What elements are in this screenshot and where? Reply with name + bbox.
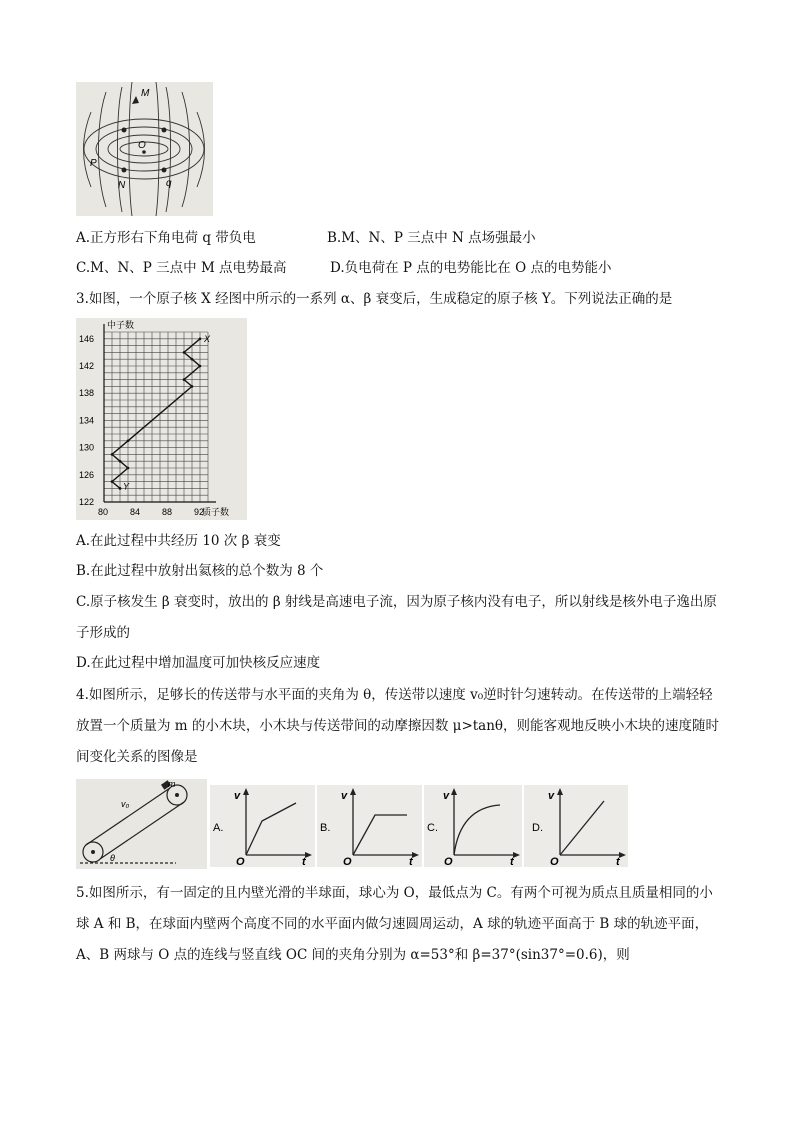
q3-option-c-line1: C.原子核发生 β 衰变时，放出的 β 射线是高速电子流，因为原子核内没有电子，所以射线是核外电子逸出原 — [76, 594, 717, 610]
x-tick-label: 84 — [130, 507, 141, 517]
option-c-o-label: O — [444, 856, 453, 867]
option-d-t-label: t — [616, 856, 620, 867]
x-axis-title: 质子数 — [202, 507, 230, 517]
y-tick-label: 126 — [79, 469, 95, 480]
y-axis-title: 中子数 — [107, 320, 135, 330]
decay-point — [183, 351, 186, 354]
option-d-v-label: v — [548, 790, 555, 802]
option-c-v-label: v — [443, 790, 450, 802]
y-tick-label: 142 — [79, 361, 95, 371]
q4-stem-line3: 间变化关系的图像是 — [76, 749, 198, 765]
decay-point — [127, 467, 130, 470]
q2-option-a: A.正方形右下角电荷 q 带负电 — [76, 230, 256, 246]
option-b-o-label: O — [343, 856, 352, 867]
option-d-o-label: O — [550, 856, 559, 867]
end-nucleus-label: Y — [123, 481, 130, 492]
option-a-o-label: O — [236, 856, 245, 867]
y-tick-label: 134 — [79, 415, 95, 426]
decay-point — [127, 440, 130, 443]
decay-point — [111, 453, 114, 456]
y-tick-label: 138 — [79, 388, 95, 399]
point-o-label: O — [138, 140, 146, 151]
q3-option-c-line2: 子形成的 — [76, 625, 130, 641]
option-c-letter: C. — [427, 822, 438, 834]
option-c-graph — [424, 785, 522, 867]
option-a-v-label: v — [234, 790, 241, 802]
point-m-label: M — [141, 88, 150, 99]
q5-stem-line3: A、B 两球与 O 点的连线与竖直线 OC 间的夹角分别为 α=53°和 β=37°(sin37°=0.6)，则 — [76, 947, 630, 963]
q4-stem-line1: 4.如图所示，足够长的传送带与水平面的夹角为 θ，传送带以速度 v₀逆时针匀速转动。在传送带的上端轻轻 — [76, 687, 713, 703]
q2-option-c: C.M、N、P 三点中 M 点电势最高 — [76, 260, 287, 276]
field-lines-figure — [76, 82, 213, 216]
x-tick-label: 92 — [194, 507, 205, 517]
decay-point — [191, 358, 194, 361]
q3-option-a: A.在此过程中共经历 10 次 β 衰变 — [76, 533, 281, 549]
q3-option-d: D.在此过程中增加温度可加快核反应速度 — [76, 655, 321, 671]
option-b-t-label: t — [409, 856, 413, 867]
point-n-label: N — [118, 180, 126, 191]
charge-q-label: q — [166, 178, 172, 189]
q5-stem-line1: 5.如图所示，有一固定的且内壁光滑的半球面，球心为 O，最低点为 C。有两个可视为质点且质量相同的小 — [76, 885, 713, 901]
q3-option-b: B.在此过程中放射出氦核的总个数为 8 个 — [76, 563, 324, 579]
option-a-letter: A. — [213, 822, 224, 834]
decay-point — [199, 338, 202, 341]
option-b-v-label: v — [341, 790, 348, 802]
conveyor-belt-figure — [76, 779, 207, 869]
q3-stem: 3.如图，一个原子核 X 经图中所示的一系列 α、β 衰变后，生成稳定的原子核 Y。下列说法正确的是 — [76, 291, 673, 307]
decay-point — [183, 378, 186, 381]
y-tick-label: 146 — [79, 333, 95, 344]
q5-stem-line2: 球 A 和 B，在球面内壁两个高度不同的水平面内做匀速圆周运动，A 球的轨迹平面高于 B 球的轨迹平面， — [76, 916, 709, 932]
x-tick-label: 88 — [162, 507, 173, 517]
option-b-letter: B. — [320, 822, 331, 834]
y-tick-label: 130 — [79, 442, 95, 453]
angle-label: θ — [110, 853, 115, 863]
option-a-graph — [210, 785, 315, 867]
y-tick-label: 122 — [79, 497, 95, 507]
option-c-t-label: t — [510, 856, 514, 867]
q2-option-d: D.负电荷在 P 点的电势能比在 O 点的电势能小 — [330, 260, 612, 276]
decay-point — [199, 365, 202, 368]
q2-option-b: B.M、N、P 三点中 N 点场强最小 — [327, 230, 536, 246]
point-p-label: P — [90, 158, 97, 169]
decay-point — [111, 480, 114, 483]
option-d-graph — [524, 785, 628, 867]
speed-label: v₀ — [121, 799, 130, 809]
q4-stem-line2: 放置一个质量为 m 的小木块，小木块与传送带间的动摩擦因数 μ>tanθ，则能客观地反映小木块的速度随时 — [76, 718, 720, 734]
mass-label: m — [168, 779, 176, 789]
option-d-letter: D. — [532, 822, 543, 834]
decay-point — [119, 487, 122, 490]
decay-chart — [76, 318, 247, 520]
start-nucleus-label: X — [204, 333, 211, 344]
decay-point — [191, 385, 194, 388]
option-a-t-label: t — [302, 856, 306, 867]
decay-point — [119, 460, 122, 463]
x-tick-label: 80 — [98, 507, 109, 517]
option-b-graph — [317, 785, 422, 867]
